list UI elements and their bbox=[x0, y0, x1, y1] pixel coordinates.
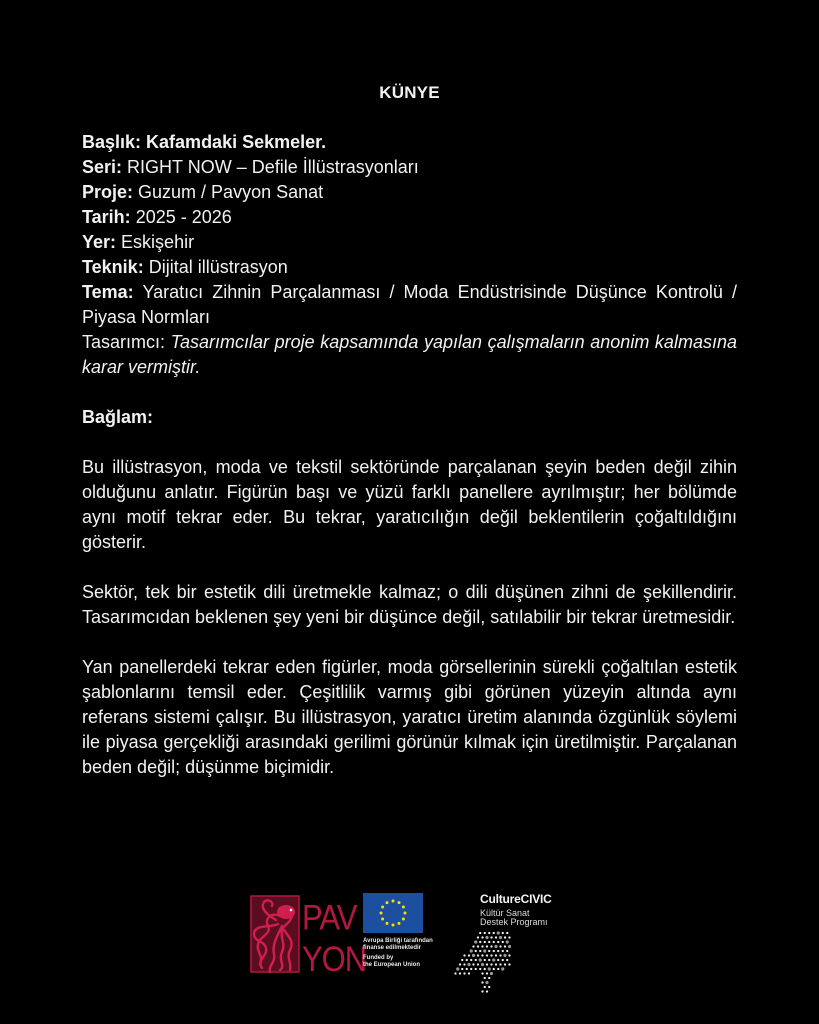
arrow-dot bbox=[477, 954, 479, 956]
eu-star bbox=[381, 906, 384, 909]
arrow-dot bbox=[477, 963, 479, 965]
arrow-dot bbox=[488, 941, 490, 943]
meta-series-value: RIGHT NOW – Defile İllüstrasyonları bbox=[127, 157, 419, 177]
culturecivic-sub1: Kültür Sanat bbox=[480, 908, 530, 918]
meta-theme-value: Yaratıcı Zihnin Parçalanması / Moda Endüstrisinde Düşünce Kontrolü / Piyasa Normları bbox=[82, 282, 737, 327]
meta-technique-value: Dijital illüstrasyon bbox=[148, 257, 288, 277]
arrow-dot bbox=[475, 959, 477, 961]
arrow-dot bbox=[490, 972, 493, 975]
arrow-dot bbox=[493, 932, 495, 934]
arrow-dot bbox=[497, 959, 499, 961]
arrow-dot bbox=[494, 945, 497, 948]
arrow-dot bbox=[499, 954, 501, 956]
meta-series bbox=[82, 155, 737, 180]
arrow-dot bbox=[508, 936, 510, 938]
arrow-dot bbox=[486, 990, 488, 992]
arrow-dot bbox=[502, 950, 504, 952]
arrow-dot bbox=[490, 963, 492, 965]
eu-star bbox=[381, 918, 384, 921]
eu-star bbox=[392, 924, 395, 927]
arrow-dot bbox=[481, 963, 484, 966]
arrow-dot bbox=[499, 936, 502, 939]
arrow-dot bbox=[472, 963, 474, 965]
meta-theme bbox=[82, 280, 737, 330]
arrow-dot bbox=[475, 968, 477, 970]
arrow-dot bbox=[502, 941, 504, 943]
arrow-dot bbox=[504, 963, 506, 965]
arrow-dot bbox=[466, 968, 468, 970]
arrow-dot bbox=[475, 950, 477, 952]
eu-star bbox=[392, 900, 395, 903]
arrow-dot bbox=[486, 954, 488, 956]
arrow-dot bbox=[495, 963, 497, 965]
arrow-dot bbox=[459, 972, 461, 974]
arrow-dot bbox=[485, 936, 488, 939]
arrow-dot bbox=[474, 940, 477, 943]
arrow-dot bbox=[502, 959, 504, 961]
arrow-dot bbox=[486, 963, 488, 965]
arrow-dot bbox=[454, 972, 456, 974]
eu-en-line1: Funded by bbox=[363, 955, 394, 961]
arrow-dot bbox=[484, 977, 486, 979]
arrow-dot bbox=[481, 972, 483, 974]
arrow-dot bbox=[495, 954, 497, 956]
pavyon-line1: PAV bbox=[302, 898, 357, 939]
arrow-dot bbox=[497, 941, 499, 943]
sponsor-logos bbox=[250, 890, 580, 1000]
meta-project-value: Guzum / Pavyon Sanat bbox=[138, 182, 324, 202]
arrow-dot bbox=[477, 945, 479, 947]
meta-place-value: Eskişehir bbox=[121, 232, 195, 252]
arrow-dot bbox=[506, 959, 508, 961]
arrow-dot bbox=[485, 981, 488, 984]
meta-designer bbox=[82, 330, 737, 380]
arrow-dot bbox=[493, 950, 495, 952]
arrow-dot bbox=[488, 959, 490, 961]
arrow-dot bbox=[481, 981, 483, 983]
arrow-dot bbox=[468, 954, 470, 956]
arrow-dot bbox=[468, 972, 470, 974]
arrow-dot bbox=[479, 958, 482, 961]
arrow-dot bbox=[463, 972, 465, 974]
context-paragraph: Bu illüstrasyon, moda ve tekstil sektöründe parçalanan şeyin beden değil zihin olduğunu anlatır. Figürün başı ve yüzü farklı panellere ayrılmıştır; her bölümde aynı motif tekrar eder. Bu tekrar, yaratıcılığın değil beklentilerin çoğaltıldığını gösterir. bbox=[82, 457, 737, 552]
arrow-dot bbox=[459, 963, 461, 965]
meta-date bbox=[82, 205, 737, 230]
arrow-dot bbox=[506, 950, 508, 952]
arrow-dot bbox=[481, 990, 483, 992]
eu-flag-icon bbox=[363, 893, 423, 933]
arrow-dot bbox=[499, 963, 501, 965]
meta-technique bbox=[82, 255, 737, 280]
arrow-dot bbox=[506, 940, 509, 943]
meta-place-label: Yer: bbox=[82, 232, 117, 252]
arrow-dot bbox=[488, 986, 490, 988]
eu-funding-logo bbox=[363, 893, 448, 983]
arrow-dot bbox=[508, 963, 510, 965]
meta-place bbox=[82, 230, 737, 255]
eu-tr-line1: Avrupa Birliği tarafından bbox=[363, 938, 433, 944]
arrow-dot bbox=[486, 945, 488, 947]
arrow-dot bbox=[488, 977, 490, 979]
eu-stars-icon bbox=[363, 893, 423, 933]
culturecivic-brand: CultureCIVIC bbox=[480, 892, 552, 906]
eu-tr-line2: finanse edilmektedir bbox=[363, 945, 422, 951]
arrow-dot bbox=[472, 954, 475, 957]
eu-en-line2: the European Union bbox=[363, 962, 420, 968]
arrow-dot bbox=[497, 950, 499, 952]
eu-star bbox=[398, 922, 401, 925]
arrow-dot bbox=[472, 945, 474, 947]
page-heading: KÜNYE bbox=[379, 83, 440, 102]
context-paragraph: Sektör, tek bir estetik dili üretmekle kalmaz; o dili düşünen zihni de şekillendirir. Tasarımcıdan beklenen şey yeni bir düşünce değil, satılabilir bir tekrar üretmesidir. bbox=[82, 582, 737, 627]
arrow-dot bbox=[467, 963, 470, 966]
context-paragraph: Yan panellerdeki tekrar eden figürler, moda görsellerinin sürekli çoğaltılan estetik şablonlarını temsil eder. Çeşitlilik varmış gibi görünen yüzeyin altında aynı referans sistemi çalışır. Bu illüstrasyon, yaratıcı üretim alanında özgünlük söylemi ile piyasa gerçekliği arasındaki gerilimi görünür kılmak için üretilmiştir. Parçalanan beden değil; düşünme biçimidir. bbox=[82, 657, 737, 777]
pavyon-logo bbox=[250, 894, 367, 980]
eu-star bbox=[402, 906, 405, 909]
meta-series-label: Seri: bbox=[82, 157, 123, 177]
arrow-dot bbox=[488, 932, 490, 934]
arrow-dot bbox=[504, 936, 506, 938]
context-title: Bağlam: bbox=[82, 407, 154, 427]
arrow-dot bbox=[501, 967, 504, 970]
arrow-dot bbox=[470, 968, 472, 970]
meta-designer-value: Tasarımcılar proje kapsamında yapılan çalışmaların anonim kalmasına karar vermiştir. bbox=[82, 332, 737, 377]
eu-star bbox=[380, 912, 383, 915]
meta-designer-label: Tasarımcı: bbox=[82, 332, 166, 352]
arrow-dot bbox=[508, 954, 510, 956]
arrow-dot bbox=[463, 963, 465, 965]
arrow-dot bbox=[481, 936, 483, 938]
meta-date-label: Tarih: bbox=[82, 207, 131, 227]
arrow-dot bbox=[486, 972, 488, 974]
arrow-dot bbox=[477, 936, 479, 938]
meta-project-label: Proje: bbox=[82, 182, 134, 202]
meta-technique-label: Teknik: bbox=[82, 257, 144, 277]
arrow-dot bbox=[488, 950, 490, 952]
arrow-dot bbox=[508, 945, 511, 948]
dotted-arrow-icon bbox=[448, 930, 528, 998]
meta-title bbox=[82, 130, 737, 155]
eu-star bbox=[404, 912, 407, 915]
arrow-dot bbox=[470, 959, 472, 961]
meta-title-label: Başlık: bbox=[82, 132, 142, 152]
arrow-dot bbox=[484, 959, 486, 961]
arrow-dot bbox=[499, 945, 501, 947]
arrow-dot bbox=[479, 941, 481, 943]
arrow-dot bbox=[484, 932, 486, 934]
arrow-dot bbox=[493, 968, 495, 970]
arrow-dot bbox=[490, 954, 492, 956]
arrow-dot bbox=[484, 986, 486, 988]
arrow-dot bbox=[495, 936, 497, 938]
culturecivic-sub2: Destek Programı bbox=[480, 917, 548, 927]
octopus-icon bbox=[250, 894, 367, 980]
meta-project bbox=[82, 180, 737, 205]
culturecivic-logo bbox=[448, 890, 583, 1000]
arrow-dot bbox=[466, 959, 468, 961]
pavyon-line2: YON bbox=[302, 940, 367, 980]
arrow-dot bbox=[484, 941, 486, 943]
arrow-dot bbox=[488, 967, 491, 970]
meta-date-value: 2025 - 2026 bbox=[135, 207, 232, 227]
arrow-dot bbox=[506, 932, 508, 934]
arrow-dot bbox=[502, 932, 504, 934]
arrow-dot bbox=[456, 967, 459, 970]
eu-star bbox=[386, 901, 389, 904]
arrow-dot bbox=[490, 936, 492, 938]
arrow-dot bbox=[461, 959, 463, 961]
arrow-dot bbox=[484, 968, 486, 970]
eu-star bbox=[386, 922, 389, 925]
arrow-dot bbox=[503, 954, 506, 957]
meta-title-value: Kafamdaki Sekmeler. bbox=[146, 132, 327, 152]
arrow-dot bbox=[481, 945, 483, 947]
colophon-page bbox=[82, 80, 737, 805]
arrow-dot bbox=[497, 931, 500, 934]
arrow-dot bbox=[504, 945, 506, 947]
arrow-dot bbox=[493, 941, 495, 943]
eu-star bbox=[402, 918, 405, 921]
meta-theme-label: Tema: bbox=[82, 282, 134, 302]
arrow-dot bbox=[461, 968, 463, 970]
arrow-dot bbox=[463, 954, 465, 956]
arrow-dot bbox=[479, 968, 481, 970]
arrow-dot bbox=[490, 945, 492, 947]
arrow-dot bbox=[481, 954, 483, 956]
arrow-dot bbox=[479, 950, 481, 952]
arrow-dot bbox=[479, 932, 481, 934]
eu-star bbox=[398, 901, 401, 904]
arrow-dot bbox=[497, 968, 499, 970]
arrow-dot bbox=[492, 958, 495, 961]
metadata-block bbox=[82, 130, 737, 380]
arrow-dot bbox=[483, 949, 486, 952]
arrow-dot bbox=[470, 949, 473, 952]
